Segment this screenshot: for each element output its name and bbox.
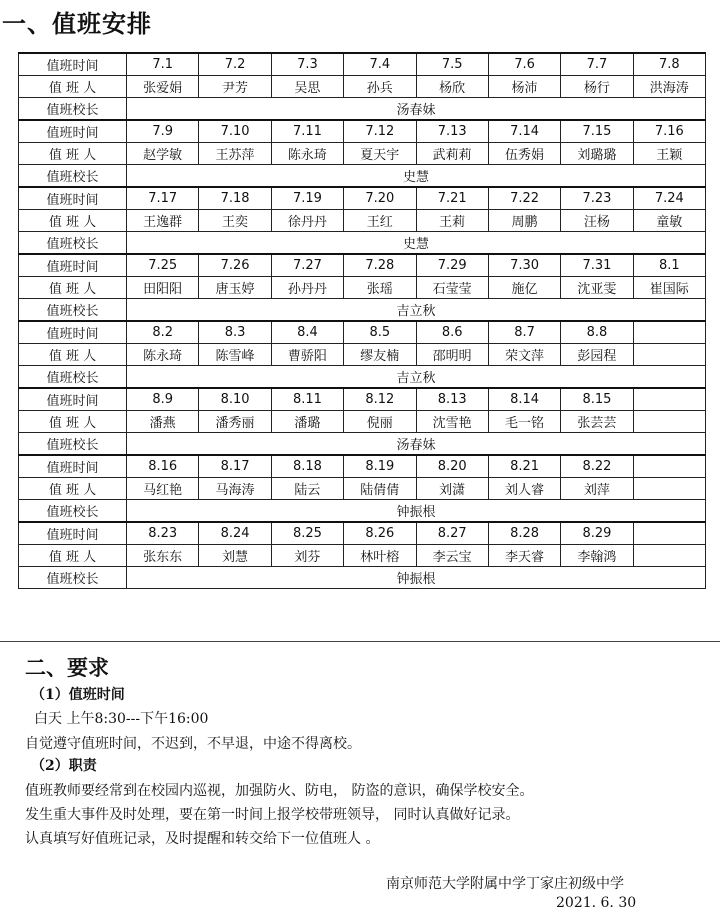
schedule-person-row <box>19 344 706 366</box>
duty-person-cell: 缪友楠 <box>344 344 416 366</box>
schedule-date-row <box>19 522 706 545</box>
duty-date-cell: 8.28 <box>488 522 560 545</box>
duty-person-cell: 潘燕 <box>127 411 199 433</box>
duty-person-label: 值 班 人 <box>19 344 127 366</box>
schedule-principal-row <box>19 299 706 322</box>
duty-principal-label: 值班校长 <box>19 500 127 523</box>
duty-person-label: 值 班 人 <box>19 545 127 567</box>
schedule-person-row <box>19 143 706 165</box>
duty-person-cell: 张东东 <box>127 545 199 567</box>
attendance-rule-text: 自觉遵守值班时间，不迟到，不早退，中途不得离校。 <box>25 736 361 752</box>
duty-person-cell: 刘潇 <box>416 478 488 500</box>
duty-date-cell <box>633 522 705 545</box>
duty-date-cell: 7.17 <box>127 187 199 210</box>
duty-patrol-text: 值班教师要经常到在校园内巡视，加强防火、防电， 防盗的意识，确保学校安全。 <box>25 783 534 799</box>
duty-principal-name: 钟振根 <box>127 500 706 523</box>
duty-date-cell: 8.2 <box>127 321 199 344</box>
duty-principal-name: 吉立秋 <box>127 299 706 322</box>
duty-time-label: 值班时间 <box>19 388 127 411</box>
duty-person-cell: 马海涛 <box>199 478 271 500</box>
schedule-person-row <box>19 478 706 500</box>
schedule-person-row <box>19 545 706 567</box>
duty-person-cell <box>633 545 705 567</box>
duty-person-cell: 田阳阳 <box>127 277 199 299</box>
schedule-date-row <box>19 455 706 478</box>
duty-date-cell: 7.10 <box>199 120 271 143</box>
duty-time-label: 值班时间 <box>19 187 127 210</box>
duty-person-label: 值 班 人 <box>19 277 127 299</box>
duty-person-cell: 夏天宇 <box>344 143 416 165</box>
duty-date-cell: 8.15 <box>561 388 633 411</box>
duty-date-cell: 8.27 <box>416 522 488 545</box>
duty-date-cell: 7.27 <box>271 254 343 277</box>
duty-person-label: 值 班 人 <box>19 76 127 98</box>
duty-person-cell: 吴思 <box>271 76 343 98</box>
duty-date-cell: 8.8 <box>561 321 633 344</box>
duty-person-cell: 汪杨 <box>561 210 633 232</box>
duty-date-cell <box>633 321 705 344</box>
duty-date-cell: 8.26 <box>344 522 416 545</box>
schedule-principal-row <box>19 98 706 121</box>
duty-person-cell: 杨欣 <box>416 76 488 98</box>
duty-person-cell: 陈雪峰 <box>199 344 271 366</box>
duty-person-cell <box>633 411 705 433</box>
duty-person-cell: 王苏萍 <box>199 143 271 165</box>
duty-date-cell: 7.30 <box>488 254 560 277</box>
duty-person-cell: 沈亚雯 <box>561 277 633 299</box>
duty-person-label: 值 班 人 <box>19 478 127 500</box>
duty-date-cell: 8.22 <box>561 455 633 478</box>
duty-principal-label: 值班校长 <box>19 165 127 188</box>
section-1-title: 一、值班安排 <box>2 9 152 38</box>
duty-date-cell: 7.19 <box>271 187 343 210</box>
duty-principal-label: 值班校长 <box>19 98 127 121</box>
duty-person-cell: 潘璐 <box>271 411 343 433</box>
duty-incident-text: 发生重大事件及时处理，要在第一时间上报学校带班领导， 同时认真做好记录。 <box>25 807 520 823</box>
duty-date-cell: 8.9 <box>127 388 199 411</box>
duty-person-cell: 林叶榕 <box>344 545 416 567</box>
duty-person-cell: 彭园程 <box>561 344 633 366</box>
schedule-person-row <box>19 76 706 98</box>
duty-person-cell: 邵明明 <box>416 344 488 366</box>
duty-date-cell: 7.28 <box>344 254 416 277</box>
duty-date-cell: 7.24 <box>633 187 705 210</box>
duty-date-cell: 8.4 <box>271 321 343 344</box>
duty-principal-name: 史慧 <box>127 165 706 188</box>
schedule-principal-row <box>19 433 706 456</box>
duty-person-cell: 陆倩倩 <box>344 478 416 500</box>
schedule-date-row <box>19 321 706 344</box>
duty-date-cell: 8.3 <box>199 321 271 344</box>
duty-date-cell: 8.23 <box>127 522 199 545</box>
duty-person-cell: 杨行 <box>561 76 633 98</box>
duty-person-cell: 赵学敏 <box>127 143 199 165</box>
duty-person-cell: 伍秀娟 <box>488 143 560 165</box>
duty-date-cell: 7.9 <box>127 120 199 143</box>
duty-principal-name: 吉立秋 <box>127 366 706 389</box>
schedule-person-row <box>19 411 706 433</box>
schedule-person-row <box>19 210 706 232</box>
duty-person-cell: 童敏 <box>633 210 705 232</box>
duty-person-cell: 武莉莉 <box>416 143 488 165</box>
schedule-principal-row <box>19 232 706 255</box>
duty-date-cell: 8.25 <box>271 522 343 545</box>
duty-principal-name: 汤春妹 <box>127 433 706 456</box>
duty-date-cell: 7.12 <box>344 120 416 143</box>
duty-principal-name: 史慧 <box>127 232 706 255</box>
requirement-sub-heading-duties: （2）职责 <box>31 758 97 774</box>
duty-date-cell: 8.7 <box>488 321 560 344</box>
duty-person-cell: 王红 <box>344 210 416 232</box>
page-divider <box>0 641 720 642</box>
duty-person-cell: 刘璐璐 <box>561 143 633 165</box>
schedule-date-row <box>19 254 706 277</box>
duty-person-cell: 李云宝 <box>416 545 488 567</box>
duty-person-cell: 刘人睿 <box>488 478 560 500</box>
duty-person-cell: 王颖 <box>633 143 705 165</box>
duty-person-cell: 张爱娟 <box>127 76 199 98</box>
duty-person-cell: 潘秀丽 <box>199 411 271 433</box>
duty-person-cell: 孙兵 <box>344 76 416 98</box>
duty-person-cell: 王莉 <box>416 210 488 232</box>
duty-principal-label: 值班校长 <box>19 366 127 389</box>
duty-person-cell: 崔国际 <box>633 277 705 299</box>
duty-date-cell: 8.21 <box>488 455 560 478</box>
duty-date-cell: 8.12 <box>344 388 416 411</box>
duty-person-cell: 张芸芸 <box>561 411 633 433</box>
duty-date-cell <box>633 388 705 411</box>
duty-date-cell: 7.5 <box>416 53 488 76</box>
duty-principal-label: 值班校长 <box>19 567 127 589</box>
section-2-title: 二、要求 <box>25 655 109 680</box>
duty-date-cell: 7.29 <box>416 254 488 277</box>
duty-date-cell: 7.31 <box>561 254 633 277</box>
duty-person-cell: 倪丽 <box>344 411 416 433</box>
schedule-person-row <box>19 277 706 299</box>
duty-date-cell: 8.1 <box>633 254 705 277</box>
duty-date-cell: 7.16 <box>633 120 705 143</box>
duty-time-label: 值班时间 <box>19 53 127 76</box>
schedule-principal-row <box>19 567 706 589</box>
duty-person-cell: 施亿 <box>488 277 560 299</box>
duty-person-cell: 陆云 <box>271 478 343 500</box>
duty-date-cell: 7.6 <box>488 53 560 76</box>
duty-person-cell: 王逸群 <box>127 210 199 232</box>
duty-principal-label: 值班校长 <box>19 232 127 255</box>
duty-date-cell: 7.20 <box>344 187 416 210</box>
duty-person-cell: 刘慧 <box>199 545 271 567</box>
duty-time-label: 值班时间 <box>19 321 127 344</box>
duty-person-cell: 李翰鸿 <box>561 545 633 567</box>
duty-date-cell: 7.21 <box>416 187 488 210</box>
school-name-signature: 南京师范大学附属中学丁家庄初级中学 <box>386 876 624 892</box>
duty-date-cell: 8.6 <box>416 321 488 344</box>
duty-person-cell: 荣文萍 <box>488 344 560 366</box>
duty-person-cell: 周鹏 <box>488 210 560 232</box>
duty-person-cell: 马红艳 <box>127 478 199 500</box>
duty-principal-label: 值班校长 <box>19 299 127 322</box>
duty-person-cell: 杨沛 <box>488 76 560 98</box>
schedule-date-row <box>19 53 706 76</box>
duty-date-cell: 7.3 <box>271 53 343 76</box>
duty-person-cell: 石莹莹 <box>416 277 488 299</box>
duty-date-cell: 8.13 <box>416 388 488 411</box>
duty-person-cell: 唐玉婷 <box>199 277 271 299</box>
duty-time-label: 值班时间 <box>19 455 127 478</box>
duty-date-cell: 7.26 <box>199 254 271 277</box>
duty-person-cell <box>633 478 705 500</box>
duty-date-cell: 7.23 <box>561 187 633 210</box>
duty-date-cell: 8.10 <box>199 388 271 411</box>
duty-person-cell: 张瑶 <box>344 277 416 299</box>
schedule-date-row <box>19 120 706 143</box>
schedule-date-row <box>19 388 706 411</box>
duty-date-cell: 7.11 <box>271 120 343 143</box>
duty-date-cell: 8.24 <box>199 522 271 545</box>
duty-schedule-table <box>18 52 706 589</box>
duty-principal-name: 汤春妹 <box>127 98 706 121</box>
duty-date-cell: 8.16 <box>127 455 199 478</box>
duty-date-cell: 8.5 <box>344 321 416 344</box>
duty-date-cell: 7.22 <box>488 187 560 210</box>
duty-date-cell: 8.17 <box>199 455 271 478</box>
duty-date-cell: 8.18 <box>271 455 343 478</box>
duty-date-cell: 7.7 <box>561 53 633 76</box>
duty-date-cell: 7.4 <box>344 53 416 76</box>
duty-person-cell: 沈雪艳 <box>416 411 488 433</box>
duty-person-label: 值 班 人 <box>19 210 127 232</box>
duty-person-cell: 尹芳 <box>199 76 271 98</box>
duty-principal-label: 值班校长 <box>19 433 127 456</box>
schedule-principal-row <box>19 366 706 389</box>
duty-person-cell: 徐丹丹 <box>271 210 343 232</box>
duty-date-cell: 7.18 <box>199 187 271 210</box>
duty-time-label: 值班时间 <box>19 120 127 143</box>
schedule-date-row <box>19 187 706 210</box>
duty-date-cell: 7.2 <box>199 53 271 76</box>
duty-person-cell: 刘芬 <box>271 545 343 567</box>
duty-date-cell: 8.19 <box>344 455 416 478</box>
duty-date-cell: 7.15 <box>561 120 633 143</box>
duty-principal-name: 钟振根 <box>127 567 706 589</box>
duty-person-cell: 孙丹丹 <box>271 277 343 299</box>
duty-date-cell: 7.25 <box>127 254 199 277</box>
duty-person-label: 值 班 人 <box>19 143 127 165</box>
duty-date-cell: 8.14 <box>488 388 560 411</box>
duty-person-cell: 毛一铭 <box>488 411 560 433</box>
duty-time-label: 值班时间 <box>19 254 127 277</box>
duty-time-label: 值班时间 <box>19 522 127 545</box>
duty-person-cell: 李天睿 <box>488 545 560 567</box>
duty-date-cell: 8.11 <box>271 388 343 411</box>
duty-person-label: 值 班 人 <box>19 411 127 433</box>
duty-date-cell: 8.29 <box>561 522 633 545</box>
duty-date-cell: 7.8 <box>633 53 705 76</box>
duty-person-cell: 洪海涛 <box>633 76 705 98</box>
duty-date-cell <box>633 455 705 478</box>
duty-record-text: 认真填写好值班记录，及时提醒和转交给下一位值班人 。 <box>25 831 380 847</box>
duty-date-cell: 7.14 <box>488 120 560 143</box>
schedule-principal-row <box>19 165 706 188</box>
duty-person-cell: 陈永琦 <box>271 143 343 165</box>
duty-date-cell: 8.20 <box>416 455 488 478</box>
requirement-sub-heading-time: （1）值班时间 <box>31 687 125 703</box>
duty-person-cell: 曹骄阳 <box>271 344 343 366</box>
duty-person-cell: 王奕 <box>199 210 271 232</box>
duty-person-cell <box>633 344 705 366</box>
duty-person-cell: 陈永琦 <box>127 344 199 366</box>
duty-date-cell: 7.13 <box>416 120 488 143</box>
duty-hours-text: 白天 上午8:30---下午16:00 <box>34 711 209 727</box>
duty-date-cell: 7.1 <box>127 53 199 76</box>
schedule-principal-row <box>19 500 706 523</box>
signature-date: 2021. 6. 30 <box>556 895 637 911</box>
duty-person-cell: 刘萍 <box>561 478 633 500</box>
